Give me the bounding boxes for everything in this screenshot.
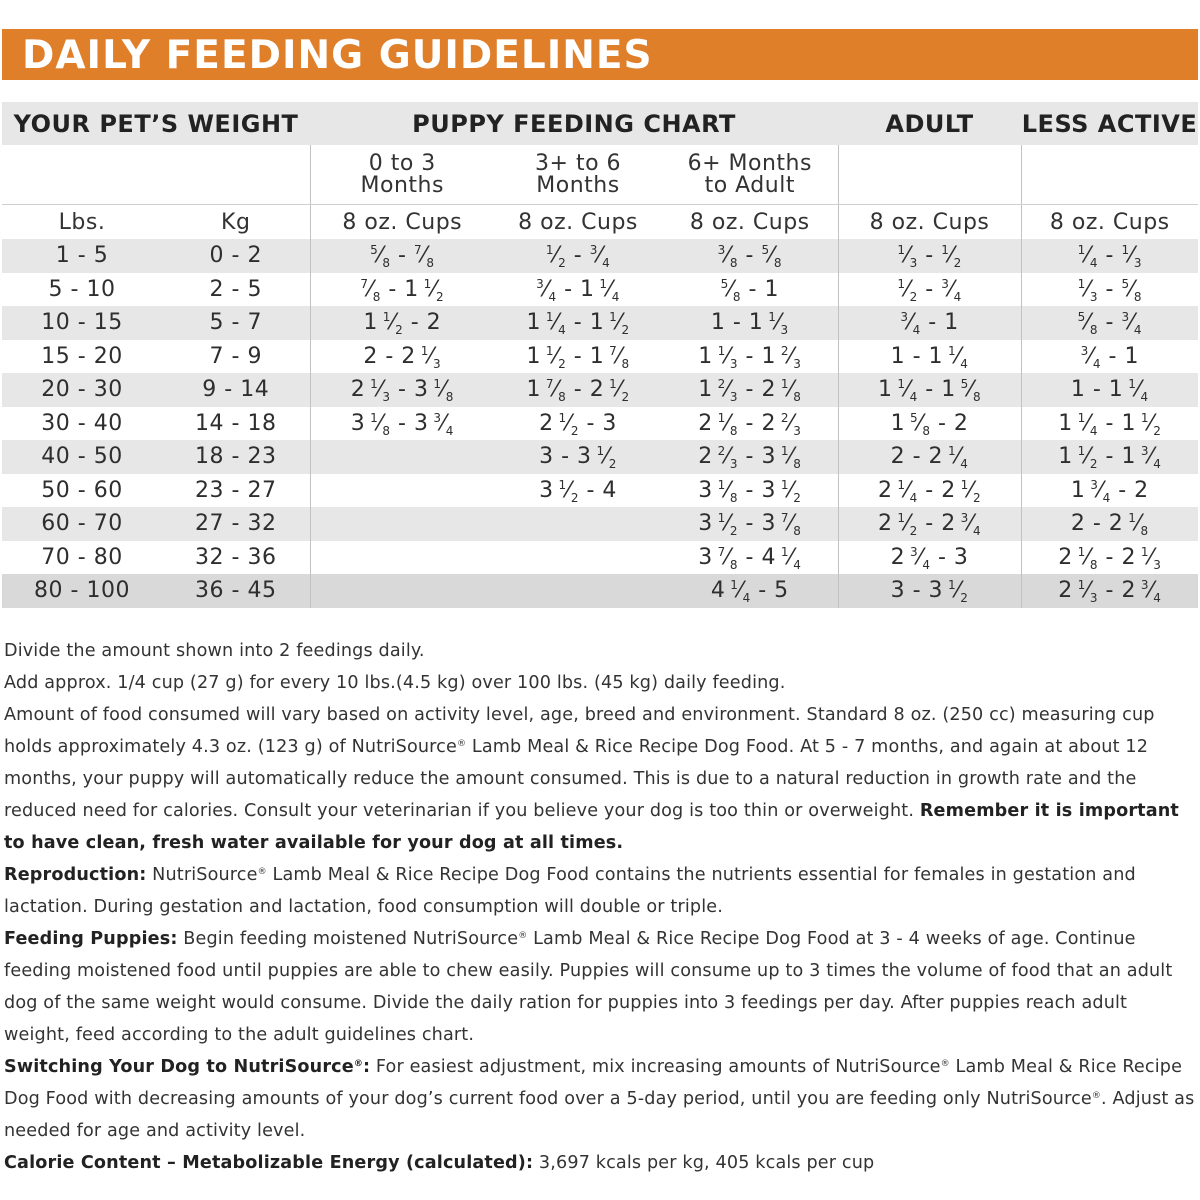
table-cell: 27 - 32 bbox=[162, 507, 310, 541]
table-row bbox=[2, 440, 1198, 474]
table-cell: 2 $^1⁄_8 - 2$ $^1⁄_3$ bbox=[1021, 541, 1198, 575]
age-header-line: 0 to 3 bbox=[368, 150, 436, 176]
table-cell: 36 - 45 bbox=[162, 574, 310, 608]
age-header-line: 3+ to 6 bbox=[535, 150, 622, 176]
table-cell: $^1⁄_2$ - $^3⁄_4$ bbox=[494, 239, 662, 273]
table-cell: 30 - 40 bbox=[2, 407, 162, 441]
unit-header-cups: 8 oz. Cups bbox=[1021, 205, 1198, 240]
table-cell: 1 $^1⁄_2 - 1$ $^7⁄_8$ bbox=[494, 340, 662, 374]
table-cell: 70 - 80 bbox=[2, 541, 162, 575]
table-cell: $^1⁄_3$ - $^5⁄_8$ bbox=[1021, 273, 1198, 307]
note-label: Feeding Puppies: bbox=[4, 929, 178, 949]
unit-header-cups: 8 oz. Cups bbox=[494, 205, 662, 240]
table-cell: 2 $^1⁄_8 - 2$ $^2⁄_3$ bbox=[662, 407, 838, 441]
header-banner bbox=[2, 29, 1198, 80]
table-cell: $^3⁄_8$ - $^5⁄_8$ bbox=[662, 239, 838, 273]
note-label: Switching Your Dog to NutriSource bbox=[4, 1057, 354, 1077]
table-row bbox=[2, 306, 1198, 340]
table-row bbox=[2, 340, 1198, 374]
table-cell: 2 - 2 $^1⁄_8$ bbox=[1021, 507, 1198, 541]
table-cell: 2 $^1⁄_3 - 2$ $^3⁄_4$ bbox=[1021, 574, 1198, 608]
table-cell: 18 - 23 bbox=[162, 440, 310, 474]
table-cell: 1 - 1 $^1⁄_4$ bbox=[838, 340, 1021, 374]
age-header-0-3 bbox=[310, 145, 494, 205]
feeding-table-body bbox=[2, 239, 1198, 608]
table-row bbox=[2, 407, 1198, 441]
weight-header: YOUR PET’S WEIGHT bbox=[2, 102, 310, 145]
table-cell bbox=[494, 574, 662, 608]
note-water-reminder: Remember it is important to have clean, fresh water available for your dog at all times. bbox=[4, 801, 1179, 853]
age-header-less-active-blank bbox=[1021, 145, 1198, 205]
unit-header-cups: 8 oz. Cups bbox=[838, 205, 1021, 240]
table-cell: 3 $^1⁄_2 - 4$ bbox=[494, 474, 662, 508]
table-cell: $^5⁄_8$ - $^3⁄_4$ bbox=[1021, 306, 1198, 340]
table-cell: 5 - 10 bbox=[2, 273, 162, 307]
age-header-line: to Adult bbox=[704, 172, 795, 198]
table-row bbox=[2, 574, 1198, 608]
table-cell: 2 - 5 bbox=[162, 273, 310, 307]
table-row bbox=[2, 373, 1198, 407]
table-cell: 14 - 18 bbox=[162, 407, 310, 441]
note-add: Add approx. 1/4 cup (27 g) for every 10 lbs.(4.5 kg) over 100 lbs. (45 kg) daily feeding. bbox=[4, 673, 786, 693]
table-cell: 1 $^1⁄_2 - 2$ bbox=[310, 306, 494, 340]
unit-header-lbs: Lbs. bbox=[2, 205, 162, 240]
registered-mark: ® bbox=[257, 867, 267, 877]
table-cell bbox=[494, 541, 662, 575]
table-row bbox=[2, 507, 1198, 541]
table-row bbox=[2, 273, 1198, 307]
age-header-line: Months bbox=[360, 172, 444, 198]
group-header-row bbox=[2, 102, 1198, 145]
note-switching bbox=[4, 1051, 1196, 1147]
table-cell: $^1⁄_3$ - $^1⁄_2$ bbox=[838, 239, 1021, 273]
table-cell: 1 $^1⁄_4 - 1$ $^5⁄_8$ bbox=[838, 373, 1021, 407]
table-cell: 1 $^2⁄_3 - 2$ $^1⁄_8$ bbox=[662, 373, 838, 407]
note-text: Lamb Meal & Rice Recipe Dog Food at 3 - 4 weeks of age. Continue feeding moistened food until puppies are able to chew easily. Puppies will consume up to 3 times the volume of food that an adult dog of the same weight would consume. Divide the daily ration for puppies into 3 feedings per day. After puppies reach adult weight, feed according to the adult guidelines chart. bbox=[4, 929, 1173, 1045]
table-cell: 2 $^1⁄_2 - 3$ bbox=[494, 407, 662, 441]
note-text: Lamb Meal & Rice Recipe Dog Food contains the nutrients essential for females in gestation and lactation. During gestation and lactation, food consumption will double or triple. bbox=[4, 865, 1136, 917]
table-cell: 5 - 7 bbox=[162, 306, 310, 340]
table-cell: $^1⁄_4$ - $^1⁄_3$ bbox=[1021, 239, 1198, 273]
table-cell bbox=[494, 507, 662, 541]
registered-mark: ® bbox=[518, 931, 528, 941]
note-calorie-content bbox=[4, 1147, 1196, 1179]
table-cell: $^3⁄_4 - 1$ bbox=[1021, 340, 1198, 374]
note-label: Calorie Content – Metabolizable Energy (calculated): bbox=[4, 1153, 534, 1173]
table-cell: 1 $^5⁄_8 - 2$ bbox=[838, 407, 1021, 441]
table-cell: 23 - 27 bbox=[162, 474, 310, 508]
table-cell bbox=[310, 440, 494, 474]
table-cell: 80 - 100 bbox=[2, 574, 162, 608]
table-cell bbox=[310, 574, 494, 608]
table-cell: 3 $^1⁄_8 - 3$ $^3⁄_4$ bbox=[310, 407, 494, 441]
table-cell: 7 - 9 bbox=[162, 340, 310, 374]
registered-mark: ® bbox=[1091, 1091, 1102, 1101]
table-cell: 1 $^1⁄_3 - 1$ $^2⁄_3$ bbox=[662, 340, 838, 374]
table-cell: 3 $^7⁄_8 - 4$ $^1⁄_4$ bbox=[662, 541, 838, 575]
table-cell: 60 - 70 bbox=[2, 507, 162, 541]
note-reproduction bbox=[4, 859, 1196, 923]
table-cell: 2 - 2 $^1⁄_3$ bbox=[310, 340, 494, 374]
age-header-6-adult bbox=[662, 145, 838, 205]
note-label: : bbox=[362, 1057, 371, 1077]
table-cell: $^5⁄_8 - 1$ bbox=[662, 273, 838, 307]
table-cell: 4 $^1⁄_4 - 5$ bbox=[662, 574, 838, 608]
table-cell: 3 $^1⁄_2 - 3$ $^7⁄_8$ bbox=[662, 507, 838, 541]
note-text: Begin feeding moistened NutriSource bbox=[177, 929, 519, 949]
table-cell: 20 - 30 bbox=[2, 373, 162, 407]
table-cell: 3 - 3 $^1⁄_2$ bbox=[494, 440, 662, 474]
registered-mark: ® bbox=[940, 1059, 950, 1069]
table-cell: 32 - 36 bbox=[162, 541, 310, 575]
note-text: Lamb Meal & Rice Recipe Dog Food. At 5 - 7 months, and again at about 12 months, your puppy will automatically reduce the amount consumed. This is due to a natural reduction in growth rate and the reduced need for calories. Consult your veterinarian if you believe your dog is too thin or overweight. bbox=[4, 737, 1149, 821]
table-cell: 1 - 1 $^1⁄_4$ bbox=[1021, 373, 1198, 407]
table-cell: $^3⁄_4 - 1$ $^1⁄_4$ bbox=[494, 273, 662, 307]
table-cell: 2 - 2 $^1⁄_4$ bbox=[838, 440, 1021, 474]
unit-header-row bbox=[2, 205, 1198, 240]
table-cell: 1 $^7⁄_8 - 2$ $^1⁄_2$ bbox=[494, 373, 662, 407]
table-cell: $^5⁄_8$ - $^7⁄_8$ bbox=[310, 239, 494, 273]
table-cell bbox=[310, 507, 494, 541]
table-cell: $^1⁄_2$ - $^3⁄_4$ bbox=[838, 273, 1021, 307]
registered-mark: ® bbox=[353, 1059, 363, 1069]
note-label: Reproduction: bbox=[4, 865, 147, 885]
table-cell: 2 $^2⁄_3 - 3$ $^1⁄_8$ bbox=[662, 440, 838, 474]
note-text: NutriSource bbox=[146, 865, 258, 885]
puppy-chart-header: PUPPY FEEDING CHART bbox=[310, 102, 838, 145]
table-cell: 9 - 14 bbox=[162, 373, 310, 407]
table-cell: 50 - 60 bbox=[2, 474, 162, 508]
less-active-header: LESS ACTIVE bbox=[1021, 102, 1198, 145]
age-header-line: 6+ Months bbox=[687, 150, 812, 176]
table-cell: 1 $^1⁄_4 - 1$ $^1⁄_2$ bbox=[1021, 407, 1198, 441]
age-header-blank bbox=[2, 145, 310, 205]
age-header-3-6 bbox=[494, 145, 662, 205]
note-text: Lamb Meal & Rice Recipe Dog Food with decreasing amounts of your dog’s current food over a 5-day period, until you are feeding only NutriSource bbox=[4, 1057, 1183, 1109]
unit-header-cups: 8 oz. Cups bbox=[310, 205, 494, 240]
age-header-line: Months bbox=[536, 172, 620, 198]
registered-mark: ® bbox=[456, 739, 467, 749]
table-row bbox=[2, 239, 1198, 273]
table-cell: 15 - 20 bbox=[2, 340, 162, 374]
note-text: Amount of food consumed will vary based on activity level, age, breed and environment. Standard 8 oz. (250 cc) measuring cup holds approximately 4.3 oz. (123 g) of NutriSource bbox=[4, 705, 1155, 757]
table-cell: 2 $^1⁄_4 - 2$ $^1⁄_2$ bbox=[838, 474, 1021, 508]
table-row bbox=[2, 474, 1198, 508]
table-cell: 3 - 3 $^1⁄_2$ bbox=[838, 574, 1021, 608]
feeding-table bbox=[2, 102, 1198, 608]
note-text: For easiest adjustment, mix increasing amounts of NutriSource bbox=[370, 1057, 941, 1077]
table-cell bbox=[310, 474, 494, 508]
table-row bbox=[2, 541, 1198, 575]
table-cell: 2 $^1⁄_3 - 3$ $^1⁄_8$ bbox=[310, 373, 494, 407]
note-text: 3,697 kcals per kg, 405 kcals per cup bbox=[533, 1153, 875, 1173]
page-title: DAILY FEEDING GUIDELINES bbox=[22, 33, 653, 78]
table-cell: 0 - 2 bbox=[162, 239, 310, 273]
unit-header-cups: 8 oz. Cups bbox=[662, 205, 838, 240]
note-divide: Divide the amount shown into 2 feedings daily. bbox=[4, 641, 425, 661]
table-cell: 2 $^3⁄_4 - 3$ bbox=[838, 541, 1021, 575]
table-cell: 2 $^1⁄_2 - 2$ $^3⁄_4$ bbox=[838, 507, 1021, 541]
table-cell: 40 - 50 bbox=[2, 440, 162, 474]
adult-header: ADULT bbox=[838, 102, 1021, 145]
age-header-row bbox=[2, 145, 1198, 205]
feeding-notes bbox=[4, 635, 1196, 1179]
unit-header-kg: Kg bbox=[162, 205, 310, 240]
note-feeding-puppies bbox=[4, 923, 1196, 1051]
table-cell bbox=[310, 541, 494, 575]
table-cell: 1 $^1⁄_2 - 1$ $^3⁄_4$ bbox=[1021, 440, 1198, 474]
table-cell: 1 $^3⁄_4 - 2$ bbox=[1021, 474, 1198, 508]
table-cell: 3 $^1⁄_8 - 3$ $^1⁄_2$ bbox=[662, 474, 838, 508]
table-cell: 10 - 15 bbox=[2, 306, 162, 340]
table-cell: $^3⁄_4 - 1$ bbox=[838, 306, 1021, 340]
age-header-adult-blank bbox=[838, 145, 1021, 205]
note-amount bbox=[4, 699, 1196, 859]
note-text: . Adjust as needed for age and activity level. bbox=[4, 1089, 1195, 1141]
table-cell: 1 $^1⁄_4 - 1$ $^1⁄_2$ bbox=[494, 306, 662, 340]
table-cell: 1 - 1 $^1⁄_3$ bbox=[662, 306, 838, 340]
table-cell: 1 - 5 bbox=[2, 239, 162, 273]
table-cell: $^7⁄_8 - 1$ $^1⁄_2$ bbox=[310, 273, 494, 307]
